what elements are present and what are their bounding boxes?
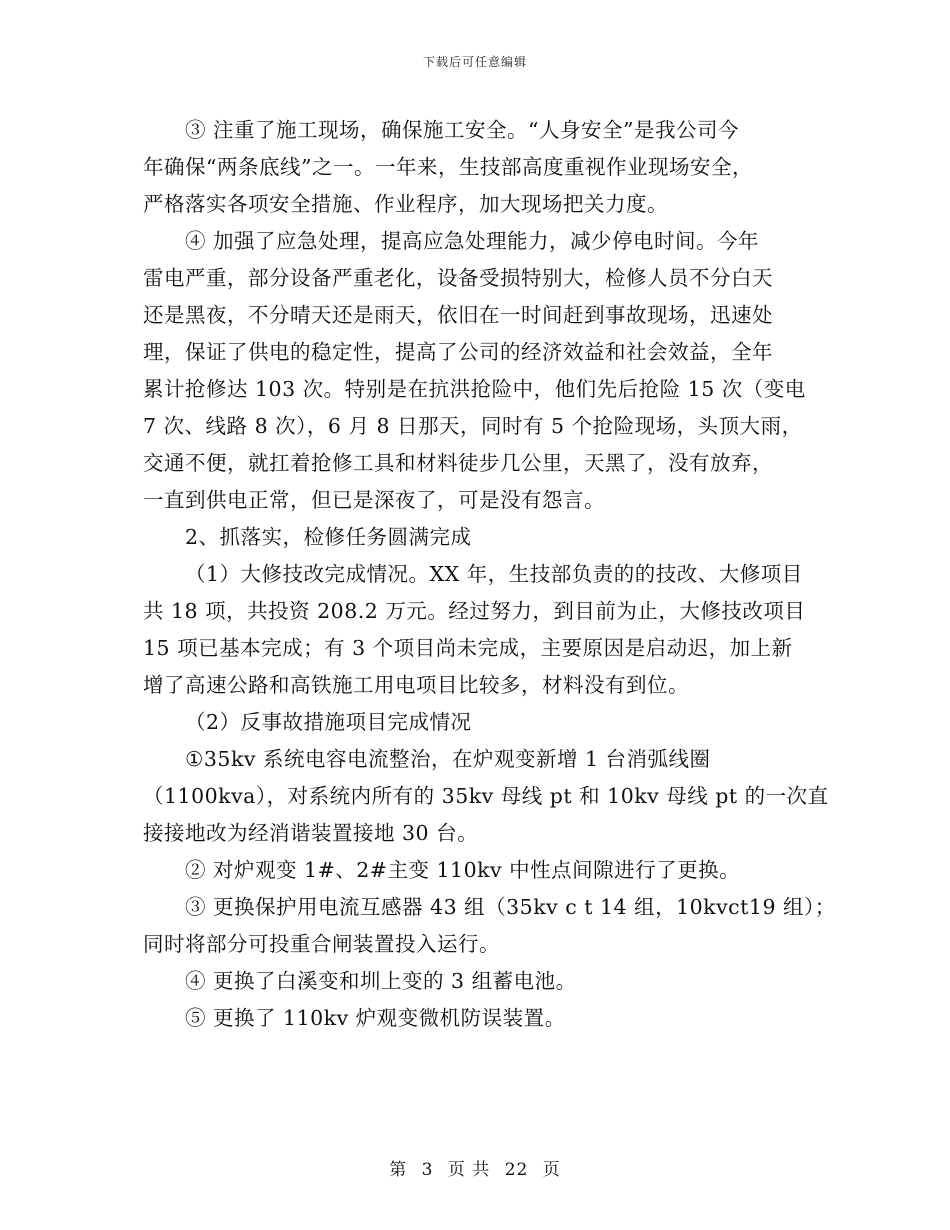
paragraph-line: 累计抢修达 103 次。特别是在抗洪抢险中，他们先后抢险 15 次（变电: [143, 377, 806, 401]
subsection-heading: （2）反事故措施项目完成情况: [185, 710, 472, 734]
paragraph-line: ④ 更换了白溪变和圳上变的 3 组蓄电池。: [185, 969, 577, 993]
paragraph-line: 接接地改为经消谐装置接地 30 台。: [143, 821, 479, 845]
document-body: [143, 112, 836, 1037]
paragraph-line: ①35kv 系统电容电流整治，在炉观变新增 1 台消弧线圈: [185, 747, 711, 771]
page-header: 下载后可任意编辑: [422, 55, 527, 69]
paragraph-line: ② 对炉观变 1#、2#主变 110kv 中性点间隙进行了更换。: [185, 858, 741, 882]
paragraph-line: 还是黑夜，不分晴天还是雨天，依旧在一时间赶到事故现场，迅速处: [143, 303, 773, 327]
paragraph-line: ③ 注重了施工现场，确保施工安全。“人身安全”是我公司今: [185, 118, 739, 142]
page-footer-suffix: 页: [542, 1160, 561, 1180]
paragraph-line: 15 项已基本完成；有 3 个项目尚未完成，主要原因是启动迟，加上新: [143, 636, 793, 660]
paragraph-line: 交通不便，就扛着抢修工具和材料徒步几公里，天黑了，没有放弃，: [143, 451, 773, 475]
paragraph-line: 一直到供电正常，但已是深夜了，可是没有怨言。: [143, 488, 605, 512]
total-page-count: 22: [504, 1160, 529, 1180]
current-page-number: 3: [421, 1160, 434, 1180]
page-footer-prefix: 第: [389, 1160, 408, 1180]
paragraph-line: 严格落实各项安全措施、作业程序，加大现场把关力度。: [143, 192, 668, 216]
paragraph-line: （1100kva），对系统内所有的 35kv 母线 pt 和 10kv 母线 pt 的一次直: [143, 784, 829, 808]
section-heading: 2、抓落实，检修任务圆满完成: [185, 525, 472, 549]
paragraph-line: 雷电严重，部分设备严重老化，设备受损特别大，检修人员不分白天: [143, 266, 773, 290]
paragraph-line: 共 18 项，共投资 208.2 万元。经过努力，到目前为止，大修技改项目: [143, 599, 806, 623]
page-footer: [0, 1155, 950, 1180]
paragraph-line: 7 次、线路 8 次），6 月 8 日那天，同时有 5 个抢险现场，头顶大雨，: [143, 414, 803, 438]
paragraph-line: （1）大修技改完成情况。XX 年，生技部负责的的技改、大修项目: [185, 562, 803, 586]
paragraph-line: 增了高速公路和高铁施工用电项目比较多，材料没有到位。: [143, 673, 689, 697]
paragraph-line: ⑤ 更换了 110kv 炉观变微机防误装置。: [185, 1006, 566, 1030]
paragraph-line: 同时将部分可投重合闸装置投入运行。: [143, 932, 500, 956]
paragraph-line: ③ 更换保护用电流互感器 43 组（35kv c t 14 组，10kvct19 组）；: [185, 895, 836, 919]
page-footer-middle: 页 共: [447, 1160, 491, 1180]
paragraph-line: ④ 加强了应急处理，提高应急处理能力，减少停电时间。今年: [185, 229, 760, 253]
paragraph-line: 理，保证了供电的稳定性，提高了公司的经济效益和社会效益，全年: [143, 340, 773, 364]
paragraph-line: 年确保“两条底线”之一。一年来，生技部高度重视作业现场安全，: [143, 155, 753, 179]
